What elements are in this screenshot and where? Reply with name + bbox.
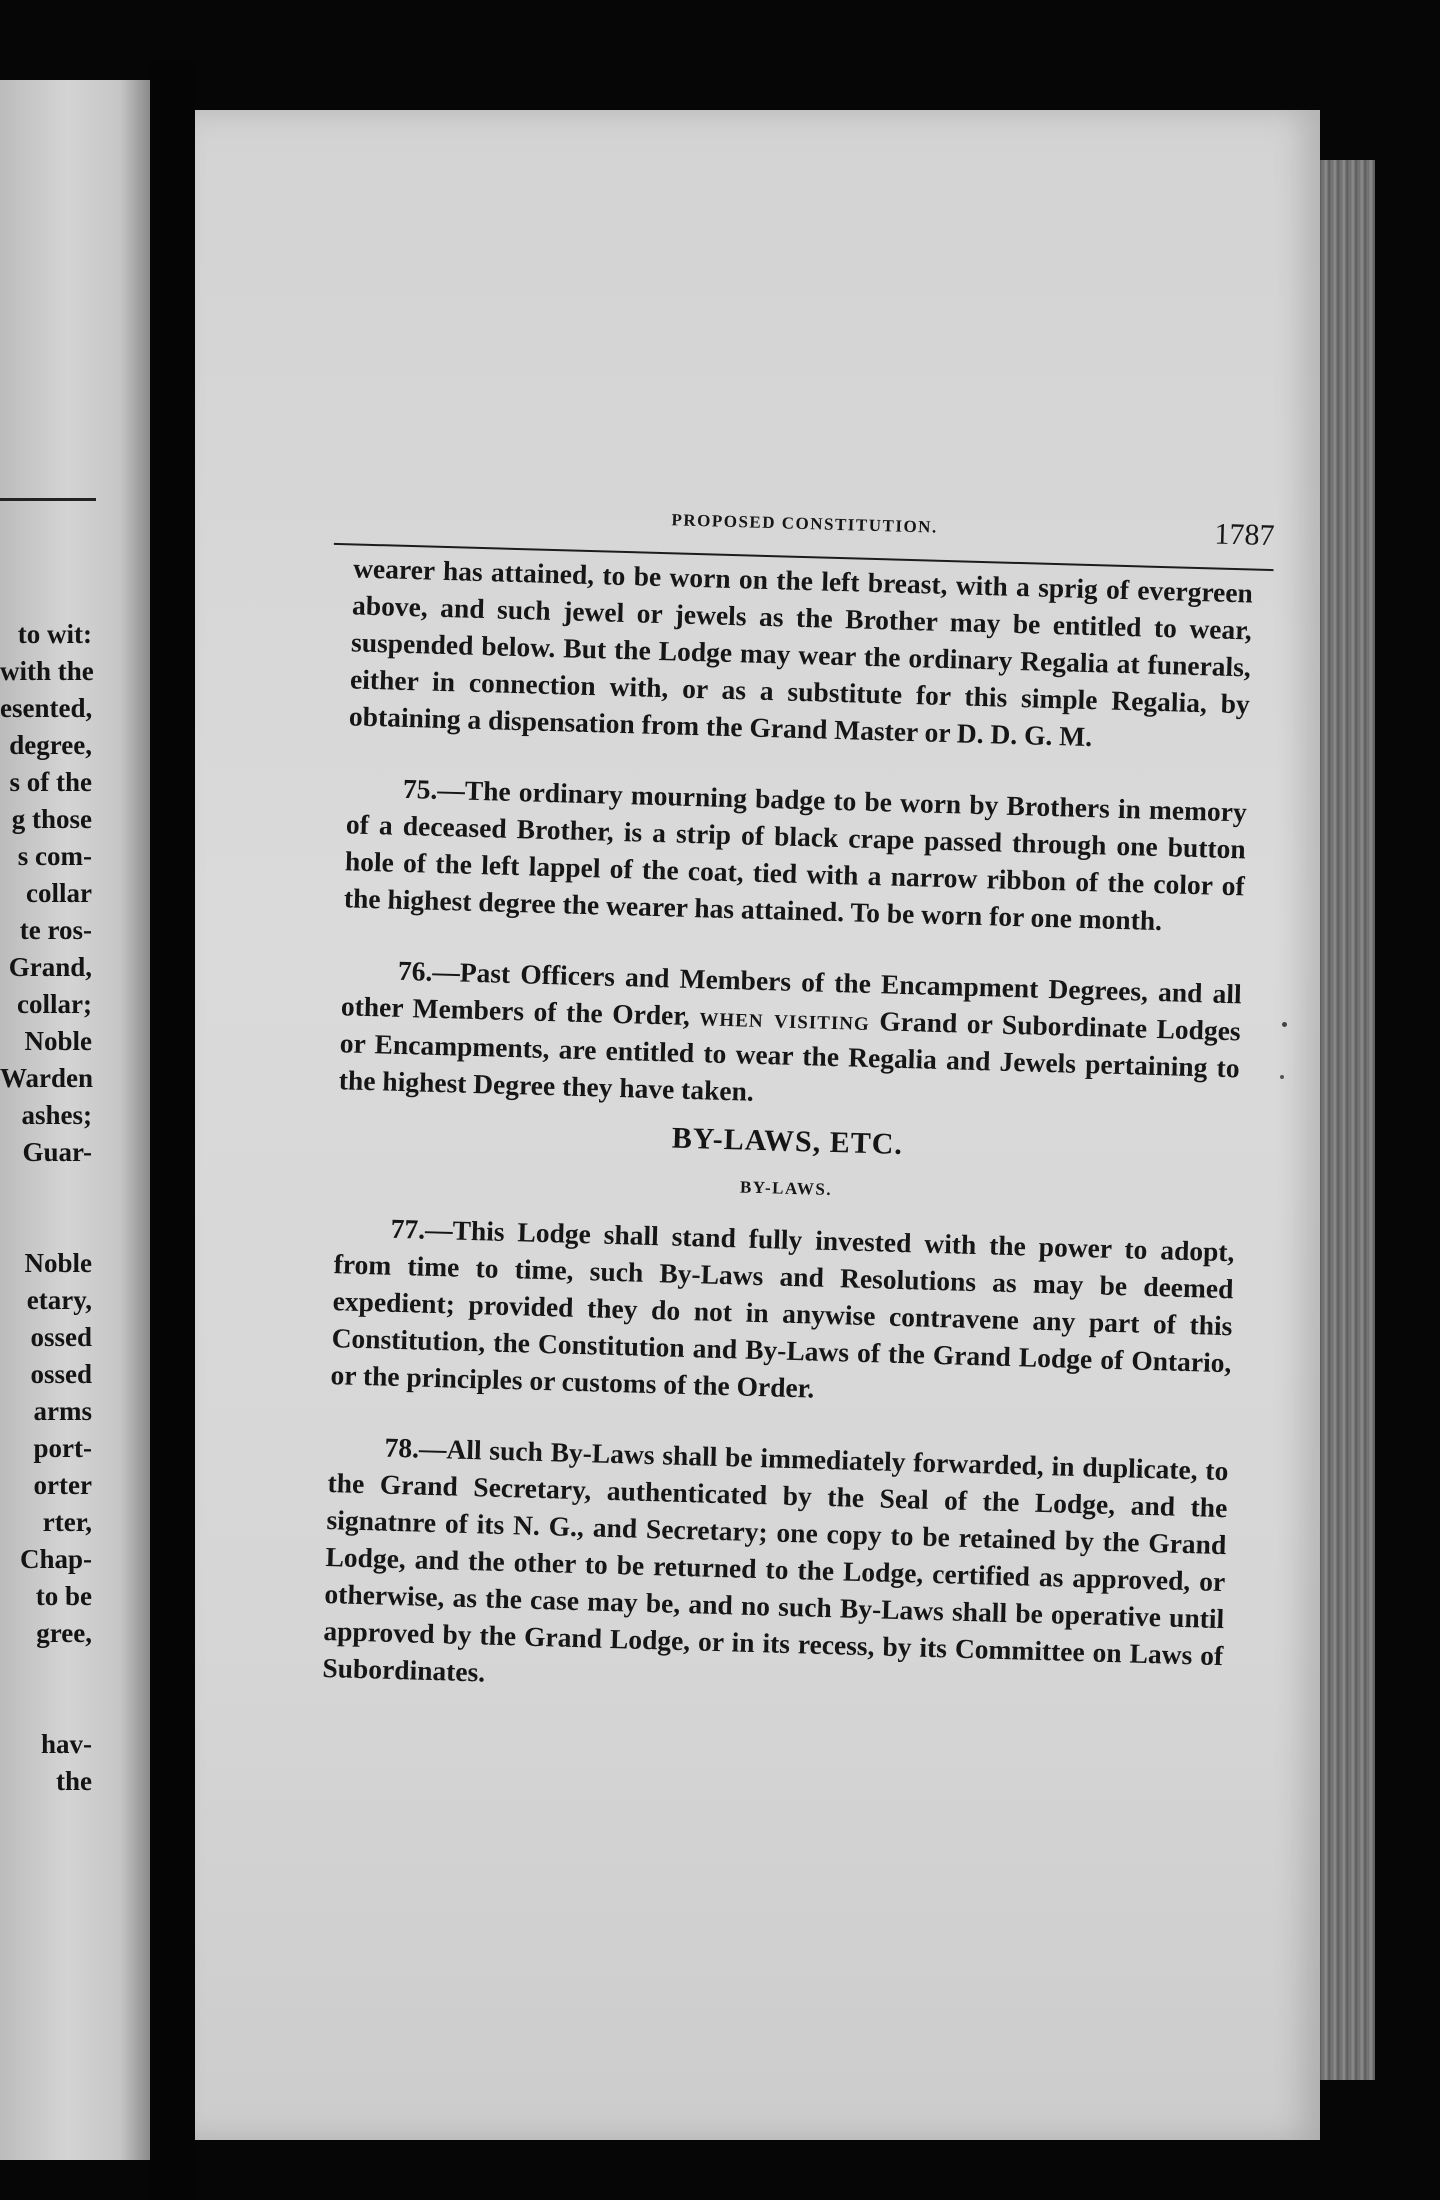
facing-page-line: to be — [35, 1581, 92, 1611]
paragraph-75: 75.—The ordinary mourning badge to be worn by Brothers in memory of a deceased Brother, is a strip of black crape passed through one button hole of the left lappel of the coat, tied with a narrow ribbon of the color of the highest degree the wearer has attained. To be worn for one month. — [343, 772, 1248, 937]
facing-page-line — [0, 1689, 92, 1726]
paragraph-76-part-1: 76.—Past Officers and Members of the Encampment Degrees, and all other Members of the Order, — [340, 954, 1243, 1031]
facing-page-line: the — [56, 1766, 92, 1796]
facing-page-line: with the — [0, 656, 94, 686]
facing-page-line: hav- — [40, 1729, 92, 1759]
facing-page-line: Warden — [0, 1063, 94, 1093]
running-title: PROPOSED CONSTITUTION. — [671, 510, 938, 537]
paragraph-continued: wearer has attained, to be worn on the left breast, with a sprig of evergreen above, and such jewel or jewels as the Brother may be entitled to wear, suspended below. But the Lodge may wear the ordinary Regalia at funerals, either in connection with, or as a substitute for this simple Regalia, by obtaining a dispensation from the Grand Master or D. D. G. M. — [348, 552, 1254, 753]
subsection-heading: BY-LAWS. — [739, 1177, 833, 1200]
facing-page-line: Guar- — [22, 1137, 92, 1167]
paragraph-76-part-2: Grand or Subordinate Lodges or Encampments, are entitled to wear the Regalia and Jewels pertaining to the highest Degree they have taken. — [338, 1005, 1242, 1107]
paragraph-78: 78.—All such By-Laws shall be immediately forwarded, in duplicate, to the Grand Secretary, authenticated by the Seal of the Lodge, and the signatnre of its N. G., and Secretary; one copy to be retained by the Grand Lodge, and the other to be returned to the Lodge, certified as approved, or otherwise, as the case may be, and no such By-Laws shall be operative until approved by the Grand Lodge, or in its recess, by its Committee on Laws of Subordinates. — [322, 1431, 1229, 1688]
book-gutter — [150, 60, 195, 2200]
facing-page-line — [0, 1652, 92, 1689]
facing-page-line: Noble — [24, 1248, 92, 1278]
facing-page-rule — [0, 498, 96, 501]
facing-page-line: to wit: — [17, 619, 92, 649]
facing-page-line: port- — [33, 1433, 92, 1463]
page-text-block — [322, 497, 1275, 1711]
facing-page-line: etary, — [26, 1285, 92, 1315]
page-number: 1787 — [1214, 517, 1275, 553]
facing-page-line: arms — [33, 1396, 92, 1426]
facing-page-line — [0, 1171, 92, 1208]
section-heading: BY-LAWS, ETC. — [671, 1121, 904, 1161]
facing-page-text — [0, 616, 92, 1800]
when-visiting-phrase: when visiting — [699, 1000, 871, 1037]
facing-page-line: degree, — [9, 730, 92, 760]
facing-page-line: rter, — [42, 1507, 92, 1537]
facing-page-line: ashes; — [21, 1100, 92, 1130]
facing-page-line: gree, — [36, 1618, 92, 1648]
facing-page-line: collar; — [17, 989, 92, 1019]
facing-page-line: ossed — [30, 1322, 92, 1352]
facing-page-line — [0, 1208, 92, 1245]
facing-page-line: s of the — [9, 767, 92, 797]
facing-page-line: s com- — [17, 841, 92, 871]
facing-page-line: ossed — [30, 1359, 92, 1389]
facing-page-line: esented, — [0, 693, 93, 723]
facing-page-left — [0, 80, 150, 2160]
facing-page-line: collar — [26, 878, 92, 908]
facing-page-line: te ros- — [19, 915, 92, 945]
facing-page-line: orter — [33, 1470, 92, 1500]
facing-page-line: Grand, — [8, 952, 92, 982]
facing-page-line: Noble — [24, 1026, 92, 1056]
facing-page-line: g those — [11, 804, 92, 834]
paper-speck — [1282, 1022, 1287, 1027]
main-page — [195, 110, 1320, 2140]
paper-speck — [1280, 1075, 1284, 1079]
paragraph-77: 77.—This Lodge shall stand fully invested with the power to adopt, from time to time, such By-Laws and Resolutions as may be deemed expedient; provided they do not in anywise contravene any part of this Constitution, the Constitution and By-Laws of the Grand Lodge of Ontario, or the principles or customs of the Order. — [330, 1212, 1235, 1404]
paragraph-76 — [338, 950, 1242, 1123]
facing-page-line: Chap- — [19, 1544, 92, 1574]
